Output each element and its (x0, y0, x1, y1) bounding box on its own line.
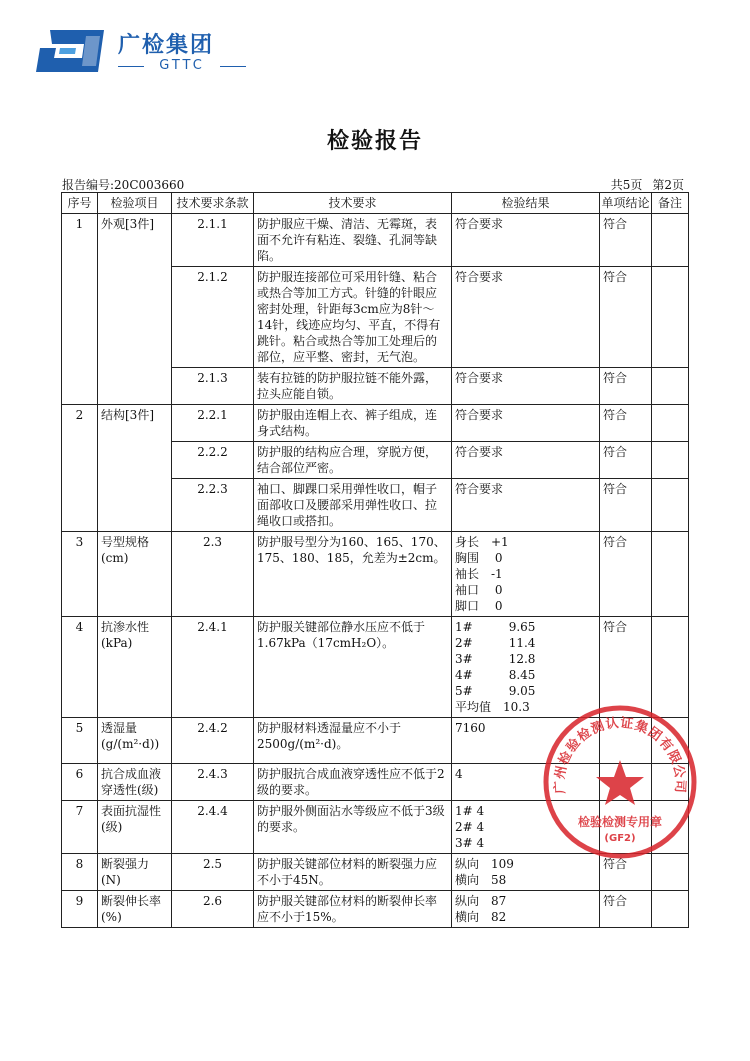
row-note (652, 442, 689, 479)
row-clause: 2.4.2 (172, 718, 254, 764)
col-header-requirement: 技术要求 (254, 193, 452, 214)
col-header-note: 备注 (652, 193, 689, 214)
row-requirement: 防护服关键部位静水压应不低于1.67kPa（17cmH₂O）。 (254, 617, 452, 718)
col-header-no: 序号 (62, 193, 98, 214)
row-requirement: 防护服由连帽上衣、裤子组成，连身式结构。 (254, 405, 452, 442)
result-line: 1# 9.65 (455, 620, 536, 634)
row-item: 号型规格(cm) (98, 532, 172, 617)
row-requirement: 防护服外侧面沾水等级应不低于3级的要求。 (254, 801, 452, 854)
result-line: 平均值 10.3 (455, 700, 530, 714)
document-title: 检验报告 (326, 129, 423, 154)
result-line: 1# 4 (455, 804, 485, 818)
logo-english-name: GTTC (118, 58, 246, 73)
row-result: 7160 (452, 718, 600, 764)
row-requirement: 防护服材料透湿量应不小于2500g/(m²·d)。 (254, 718, 452, 764)
row-clause: 2.4.4 (172, 801, 254, 854)
table-row (62, 532, 689, 617)
row-item: 透湿量(g/(m²·d)) (98, 718, 172, 764)
row-clause: 2.1.1 (172, 214, 254, 267)
row-result: 符合要求 (452, 405, 600, 442)
logo-chinese-name: 广检集团 (118, 33, 215, 58)
row-clause: 2.1.2 (172, 267, 254, 368)
row-no: 9 (62, 891, 98, 928)
result-line: 横向 58 (455, 873, 507, 887)
row-conclusion: 符合 (600, 854, 652, 891)
row-conclusion: 符合 (600, 617, 652, 718)
row-conclusion: 符合 (600, 267, 652, 368)
row-clause: 2.2.3 (172, 479, 254, 532)
row-clause: 2.4.3 (172, 764, 254, 801)
row-requirement: 防护服号型分为160、165、170、175、180、185，允差为±2cm。 (254, 532, 452, 617)
company-logo (36, 26, 256, 82)
row-note (652, 214, 689, 267)
col-header-result: 检验结果 (452, 193, 600, 214)
row-item: 抗渗水性(kPa) (98, 617, 172, 718)
result-line: 纵向 109 (455, 857, 514, 871)
row-note (652, 267, 689, 368)
row-no: 8 (62, 854, 98, 891)
row-requirement: 防护服抗合成血液穿透性应不低于2级的要求。 (254, 764, 452, 801)
row-result (452, 532, 600, 617)
table-header-row (62, 193, 689, 214)
result-line: 2# 4 (455, 820, 485, 834)
row-no: 2 (62, 405, 98, 532)
row-no: 1 (62, 214, 98, 405)
page-info (601, 176, 684, 193)
row-requirement: 防护服关键部位材料的断裂强力应不小于45N。 (254, 854, 452, 891)
result-line: 袖口 0 (455, 583, 503, 597)
result-line: 横向 82 (455, 910, 507, 924)
seal-star-icon (596, 760, 644, 805)
row-item: 外观[3件] (98, 214, 172, 405)
result-line: 4# 8.45 (455, 668, 536, 682)
table-row (62, 405, 689, 442)
row-result: 符合要求 (452, 368, 600, 405)
col-header-conclusion: 单项结论 (600, 193, 652, 214)
row-note (652, 368, 689, 405)
row-no: 4 (62, 617, 98, 718)
row-clause: 2.5 (172, 854, 254, 891)
row-requirement: 装有拉链的防护服拉链不能外露，拉头应能自锁。 (254, 368, 452, 405)
result-line: 3# 12.8 (455, 652, 536, 666)
row-requirement: 防护服连接部位可采用针缝、粘合或热合等加工方式。针缝的针眼应密封处理，针距每3cm应为8针～14针，线迹应均匀、平直，不得有跳针。粘合或热合等加工处理后的部位，应平整、密封，无气泡。 (254, 267, 452, 368)
row-note (652, 405, 689, 442)
row-conclusion: 符合 (600, 368, 652, 405)
row-result (452, 891, 600, 928)
row-item: 断裂伸长率(%) (98, 891, 172, 928)
row-conclusion: 符合 (600, 532, 652, 617)
result-line: 身长 +1 (455, 535, 509, 549)
col-header-clause: 技术要求条款 (172, 193, 254, 214)
row-note (652, 479, 689, 532)
result-line: 脚口 0 (455, 599, 503, 613)
result-line: 胸围 0 (455, 551, 503, 565)
result-line: 2# 11.4 (455, 636, 536, 650)
row-requirement: 防护服的结构应合理，穿脱方便，结合部位严密。 (254, 442, 452, 479)
row-conclusion: 符合 (600, 891, 652, 928)
row-item: 结构[3件] (98, 405, 172, 532)
seal-subtext: 检验检测专用章 (577, 815, 663, 829)
row-clause: 2.2.1 (172, 405, 254, 442)
total-pages: 共5页 (610, 178, 643, 192)
row-conclusion: 符合 (600, 479, 652, 532)
row-no: 3 (62, 532, 98, 617)
row-clause: 2.6 (172, 891, 254, 928)
row-result: 4 (452, 764, 600, 801)
row-item: 断裂强力(N) (98, 854, 172, 891)
result-line: 袖长 -1 (455, 567, 503, 581)
table-row (62, 214, 689, 267)
row-result: 符合要求 (452, 267, 600, 368)
row-requirement: 防护服应干燥、清洁、无霉斑，表面不允许有粘连、裂缝、孔洞等缺陷。 (254, 214, 452, 267)
row-result: 符合要求 (452, 442, 600, 479)
row-conclusion: 符合 (600, 442, 652, 479)
result-line: 3# 4 (455, 836, 485, 850)
row-conclusion: 符合 (600, 405, 652, 442)
table-row (62, 891, 689, 928)
row-item: 抗合成血液穿透性(级) (98, 764, 172, 801)
row-note (652, 532, 689, 617)
row-conclusion: 符合 (600, 214, 652, 267)
gttc-logo-icon (36, 28, 106, 74)
row-clause: 2.1.3 (172, 368, 254, 405)
row-clause: 2.2.2 (172, 442, 254, 479)
col-header-item: 检验项目 (98, 193, 172, 214)
seal-arc-text: 广州检验检测认证集团有限公司 (552, 715, 688, 795)
row-result: 符合要求 (452, 214, 600, 267)
row-no: 6 (62, 764, 98, 801)
row-no: 7 (62, 801, 98, 854)
row-note (652, 891, 689, 928)
result-line: 纵向 87 (455, 894, 507, 908)
row-requirement: 防护服关键部位材料的断裂伸长率应不小于15%。 (254, 891, 452, 928)
row-clause: 2.3 (172, 532, 254, 617)
row-item: 表面抗湿性(级) (98, 801, 172, 854)
current-page: 第2页 (652, 178, 684, 192)
row-requirement: 袖口、脚踝口采用弹性收口，帽子面部收口及腰部采用弹性收口、拉绳收口或搭扣。 (254, 479, 452, 532)
row-no: 5 (62, 718, 98, 764)
row-clause: 2.4.1 (172, 617, 254, 718)
result-line: 5# 9.05 (455, 684, 536, 698)
official-seal (540, 702, 700, 862)
row-result: 符合要求 (452, 479, 600, 532)
seal-code: (GF2) (604, 833, 636, 844)
report-number: 报告编号:20C003660 (62, 178, 185, 192)
